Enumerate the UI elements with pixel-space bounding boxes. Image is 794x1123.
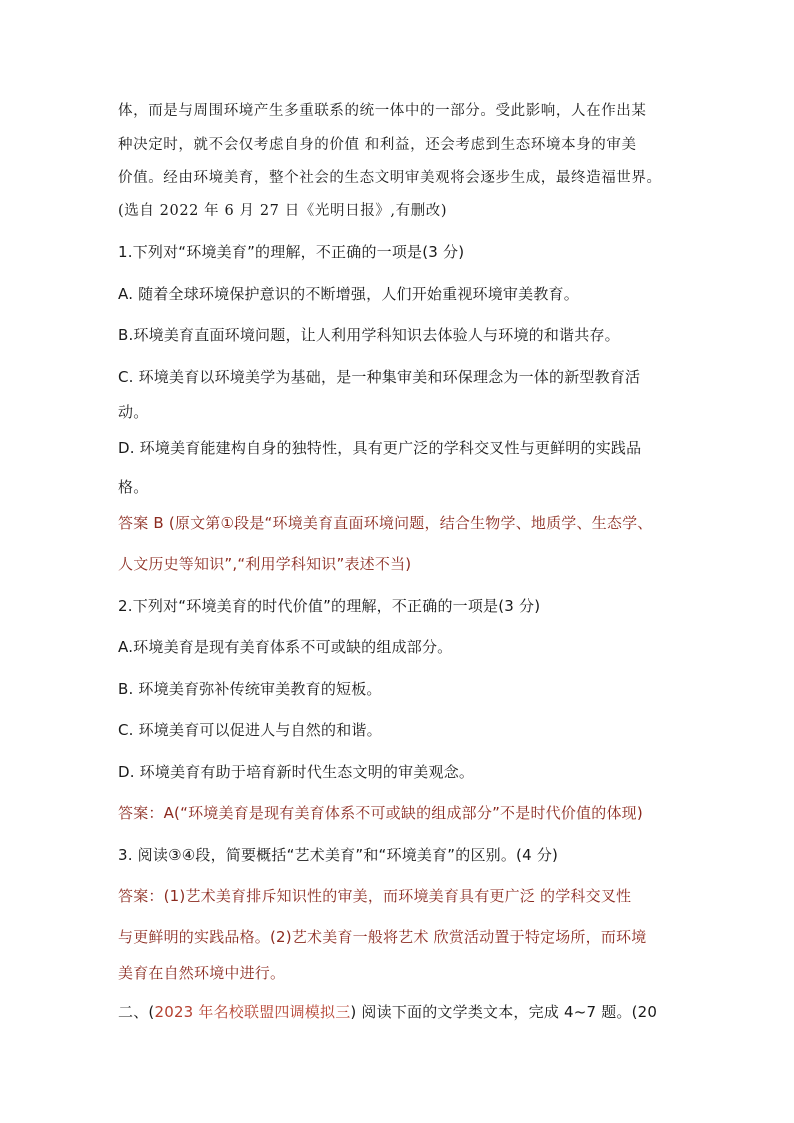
section-2-source: 2023 年名校联盟四调模拟三 [154, 1003, 351, 1021]
question-2-stem: 2.下列对“环境美育的时代价值”的理解，不正确的一项是(3 分) [118, 597, 541, 615]
question-2-option-d: D. 环境美育有助于培育新时代生态文明的审美观念。 [118, 763, 475, 781]
section-2-suffix: ) 阅读下面的文学类文本，完成 4~7 题。(20 [350, 1003, 658, 1021]
question-2-option-c: C. 环境美育可以促进人与自然的和谐。 [118, 721, 382, 739]
question-3-answer: 答案：(1)艺术美育排斥知识性的审美，而环境美育具有更广泛 的学科交叉性 [118, 887, 632, 905]
question-1-option-b: B.环境美育直面环境问题，让人利用学科知识去体验人与环境的和谐共存。 [118, 326, 620, 344]
question-2-option-b: B. 环境美育弥补传统审美教育的短板。 [118, 680, 382, 698]
section-2-heading [118, 1001, 657, 1023]
passage-source: (选自 2022 年 6 月 27 日《光明日报》,有删改) [118, 203, 448, 219]
question-3-stem: 3. 阅读③④段，简要概括“艺术美育”和“环境美育”的区别。(4 分) [118, 846, 559, 864]
question-1-option-a: A. 随着全球环境保护意识的不断增强，人们开始重视环境审美教育。 [118, 285, 579, 303]
question-3-answer-cont-2: 美育在自然环境中进行。 [118, 964, 286, 982]
question-2-option-a: A.环境美育是现有美育体系不可或缺的组成部分。 [118, 638, 453, 656]
question-3-answer-cont-1: 与更鲜明的实践品格。(2)艺术美育一般将艺术 欣赏活动置于特定场所，而环境 [118, 928, 647, 946]
question-1-answer: 答案 B (原文第①段是“环境美育直面环境问题，结合生物学、地质学、生态学、 [118, 514, 653, 532]
question-1-option-d-cont: 格。 [118, 478, 149, 496]
question-2-answer: 答案：A(“环境美育是现有美育体系不可或缺的组成部分”不是时代价值的体现) [118, 804, 643, 822]
passage-line-2: 种决定时，就不会仅考虑自身的价值 和利益，还会考虑到生态环境本身的审美 [118, 137, 637, 153]
question-1-option-c-cont: 动。 [118, 403, 149, 421]
question-1-answer-cont: 人文历史等知识”,“利用学科知识”表述不当) [118, 555, 412, 573]
passage-line-1: 体，而是与周围环境产生多重联系的统一体中的一部分。受此影响，人在作出某 [118, 103, 647, 119]
section-2-prefix: 二、( [118, 1003, 155, 1021]
question-1-option-d: D. 环境美育能建构自身的独特性，具有更广泛的学科交叉性与更鲜明的实践品 [118, 439, 642, 457]
question-1-stem: 1.下列对“环境美育”的理解，不正确的一项是(3 分) [118, 243, 465, 261]
passage-line-3: 价值。经由环境美育，整个社会的生态文明审美观将会逐步生成，最终造福世界。 [118, 170, 662, 186]
question-1-option-c: C. 环境美育以环境美学为基础，是一种集审美和环保理念为一体的新型教育活 [118, 368, 641, 386]
